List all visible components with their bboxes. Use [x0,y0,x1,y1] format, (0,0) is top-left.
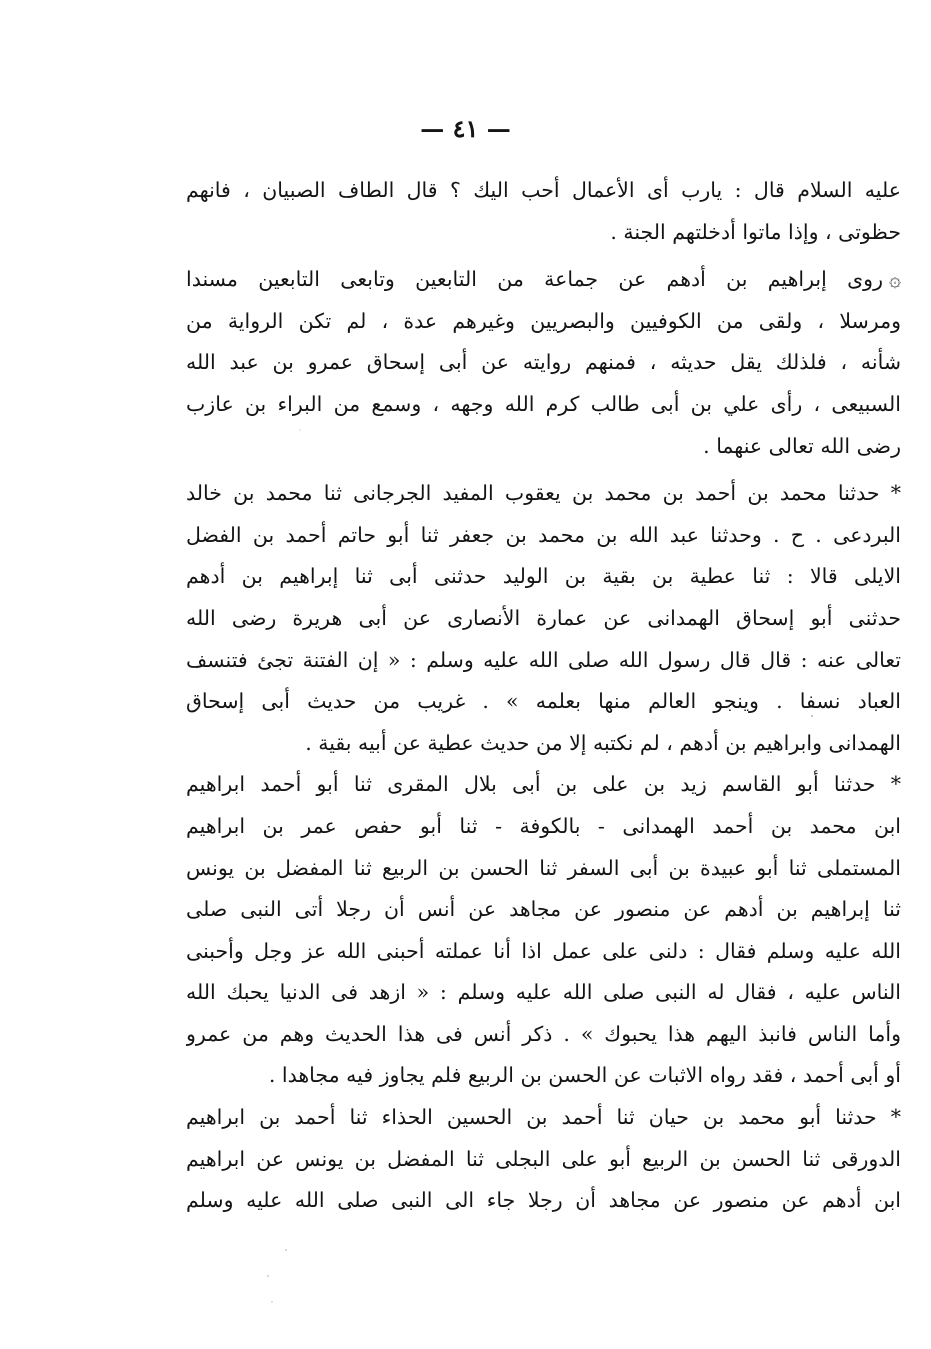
paragraph [186,170,901,253]
text-line: عليه السلام قال : يارب أى الأعمال أحب اليك ؟ قال الطاف الصبيان ، فانهم [186,178,901,202]
text-line: ابن أدهم عن منصور عن مجاهد أن رجلا جاء الى النبى صلى الله عليه وسلم [186,1188,901,1213]
text-line: وأما الناس فانبذ اليهم هذا يحبوك » . ذكر أنس فى هذا الحديث وهم من عمرو [186,1021,901,1046]
arabic-text-body [186,170,901,1222]
text-line: المستملى ثنا أبو عبيدة بن أبى السفر ثنا الحسن بن الربيع ثنا المفضل بن يونس [186,855,901,880]
text-line: السبيعى ، رأى علي بن أبى طالب كرم الله وجهه ، وسمع من البراء بن عازب [186,391,901,416]
text-line: حظوتى ، وإذا ماتوا أدخلتهم الجنة . [610,219,901,244]
paragraph [186,1097,901,1222]
text-line: الناس عليه ، فقال له النبى صلى الله عليه وسلم : « ازهد فى الدنيا يحبك الله [186,980,901,1005]
text-line: أو أبى أحمد ، فقد رواه الاثبات عن الحسن بن الربيع فلم يجاوز فيه مجاهدا . [268,1063,901,1088]
text-line-content: روى إبراهيم بن أدهم عن جماعة من التابعين وتابعى التابعين مسندا [186,267,883,292]
text-line: شأنه ، فلذلك يقل حديثه ، فمنهم روايته عن أبى إسحاق عمرو بن عبد الله [186,350,901,375]
text-line: البردعى . ح . وحدثنا عبد الله بن محمد بن جعفر ثنا أبو حاتم أحمد بن الفضل [186,522,901,547]
paragraph [186,259,901,467]
text-line: حدثنى أبو إسحاق الهمدانى عن عمارة الأنصارى عن أبى هريرة رضى الله [186,605,901,630]
text-line: * حدثنا محمد بن أحمد بن محمد بن يعقوب المفيد الجرجانى ثنا محمد بن خالد [186,481,901,506]
text-line: الهمدانى وابراهيم بن أدهم ، لم نكتبه إلا من حديث عطية عن أبيه بقية . [305,730,901,755]
text-line: الله عليه وسلم فقال : دلنى على عمل اذا أنا عملته أحبنى الله عز وجل وأحبنى [186,938,901,963]
text-line: * حدثنا أبو محمد بن حيان ثنا أحمد بن الحسين الحذاء ثنا أحمد بن ابراهيم [186,1105,901,1130]
text-line: * حدثنا أبو القاسم زيد بن على بن أبى بلال المقرى ثنا أبو أحمد ابراهيم [186,772,901,797]
text-line: ثنا إبراهيم بن أدهم عن منصور عن مجاهد عن أنس أن رجلا أتى النبى صلى [186,897,901,922]
paragraph [186,473,901,764]
text-line: رضى الله تعالى عنهما . [703,433,901,458]
text-line [186,259,901,301]
text-line: ابن محمد بن أحمد الهمدانى - بالكوفة - ثنا أبو حفص عمر بن ابراهيم [186,813,901,838]
text-line: الدورقى ثنا الحسن بن الربيع أبو على البجلى ثنا المفضل بن يونس عن ابراهيم [186,1146,901,1171]
page-number: — ٤١ — [420,114,511,143]
paragraph [186,764,901,1097]
ornament-icon: ۞ [888,267,901,292]
text-line: ومرسلا ، ولقى من الكوفيين والبصريين وغيرهم عدة ، لم تكن الرواية من [186,308,901,333]
text-line: تعالى عنه : قال قال رسول الله صلى الله عليه وسلم : « إن الفتنة تجئ فتنسف [186,647,901,672]
text-line: الايلى قالا : ثنا عطية بن بقية بن الوليد حدثنى أبى ثنا إبراهيم بن أدهم [186,564,901,589]
text-line: العباد نسفا . وينجو العالم منها بعلمه » . غريب من حديث أبى إسحاق [186,689,901,714]
